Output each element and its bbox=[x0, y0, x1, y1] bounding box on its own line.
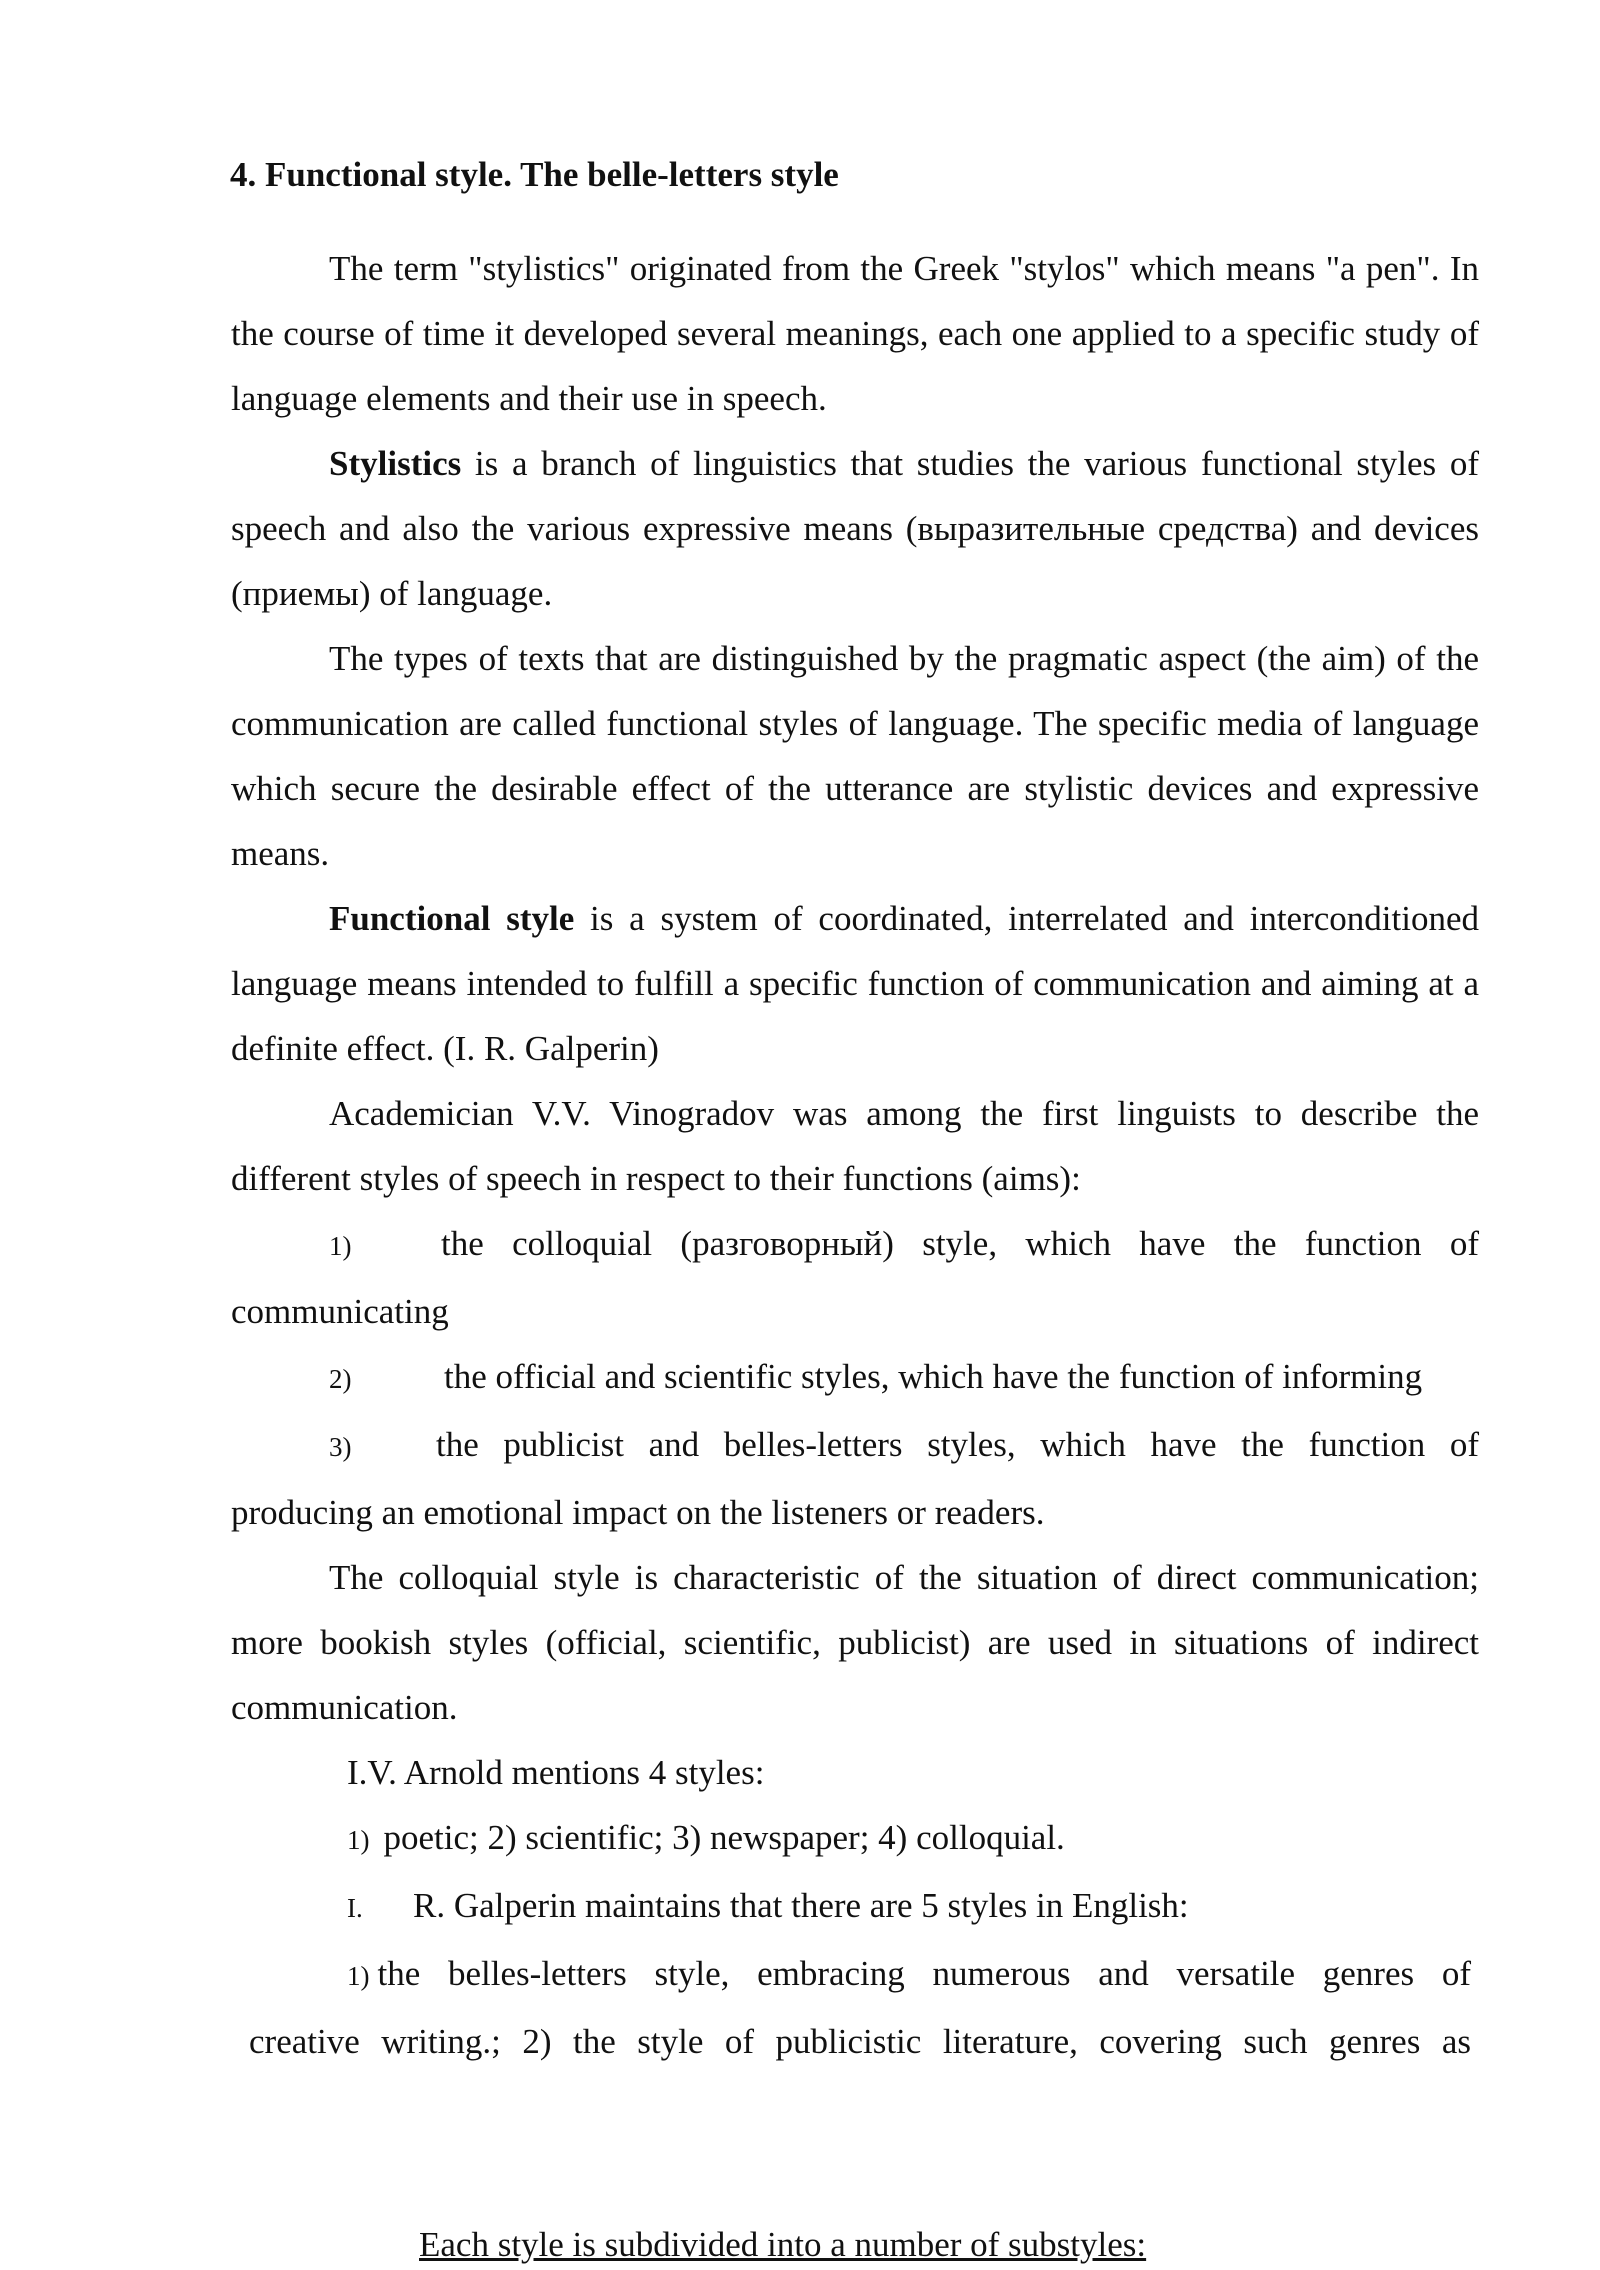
paragraph-colloquial-style: The colloquial style is characteristic of the situation of direct communication; more bookish styles (official, scientific, publicist) are used in situations of indirect communication. bbox=[231, 1558, 1479, 1727]
list-item bbox=[231, 1412, 1479, 1545]
list-item bbox=[231, 1211, 1479, 1344]
arnold-intro: I.V. Arnold mentions 4 styles: bbox=[347, 1753, 765, 1792]
list-number: 1) bbox=[329, 1231, 352, 1261]
galperin-styles-line-2: creative writing.; 2) the style of publicistic literature, covering such genres as bbox=[249, 2022, 1471, 2061]
list-number: I. bbox=[347, 1893, 363, 1923]
list-number: 1) bbox=[347, 1961, 370, 1991]
galperin-intro bbox=[231, 1873, 1479, 1941]
arnold-styles-list bbox=[231, 1805, 1479, 1873]
substyles-note: Each style is subdivided into a number of substyles: bbox=[419, 2225, 1147, 2264]
list-item bbox=[231, 1344, 1479, 1412]
arnold-styles-text: poetic; 2) scientific; 3) newspaper; 4) colloquial. bbox=[383, 1818, 1065, 1857]
galperin-styles-line-1 bbox=[231, 1941, 1471, 2009]
list-number: 3) bbox=[329, 1432, 352, 1462]
paragraph-functional-style-definition bbox=[231, 886, 1479, 1081]
galperin-styles-text-1: the belles-letters style, embracing numerous and versatile genres of bbox=[377, 1954, 1471, 1993]
list-number: 2) bbox=[329, 1364, 352, 1394]
document-body bbox=[231, 236, 1479, 2074]
term-stylistics: Stylistics bbox=[329, 444, 462, 483]
paragraph-stylistics-definition bbox=[231, 431, 1479, 626]
galperin-intro-text: R. Galperin maintains that there are 5 styles in English: bbox=[413, 1886, 1189, 1925]
paragraph-vinogradov: Academician V.V. Vinogradov was among the first linguists to describe the different styles of speech in respect to their functions (aims): bbox=[231, 1094, 1479, 1198]
list-item-text: the official and scientific styles, which have the function of informing bbox=[444, 1357, 1423, 1396]
paragraph-text-types: The types of texts that are distinguished by the pragmatic aspect (the aim) of the communication are called functional styles of language. The specific media of language which secure the desirable effect of the utterance are stylistic devices and expressive means. bbox=[231, 639, 1479, 873]
list-item-text: the colloquial (разговорный) style, which have the function of communicating bbox=[231, 1224, 1479, 1331]
stylistics-definition-text: is a branch of linguistics that studies the various functional styles of speech and also the various expressive means (выразительные средства) and devices (приемы) of language. bbox=[231, 444, 1479, 613]
functional-style-definition-text: is a system of coordinated, interrelated and interconditioned language means intended to fulfill a specific function of communication and aiming at a definite effect. (I. R. Galperin) bbox=[231, 899, 1479, 1068]
list-number: 1) bbox=[347, 1825, 370, 1855]
list-item-text: the publicist and belles-letters styles, which have the function of producing an emotional impact on the listeners or readers. bbox=[231, 1425, 1479, 1532]
term-functional-style: Functional style bbox=[329, 899, 575, 938]
paragraph-stylistics-origin: The term "stylistics" originated from the Greek "stylos" which means "a pen". In the course of time it developed several meanings, each one applied to a specific study of language elements and their use in speech. bbox=[231, 249, 1479, 418]
section-heading: 4. Functional style. The belle-letters style bbox=[230, 155, 839, 194]
